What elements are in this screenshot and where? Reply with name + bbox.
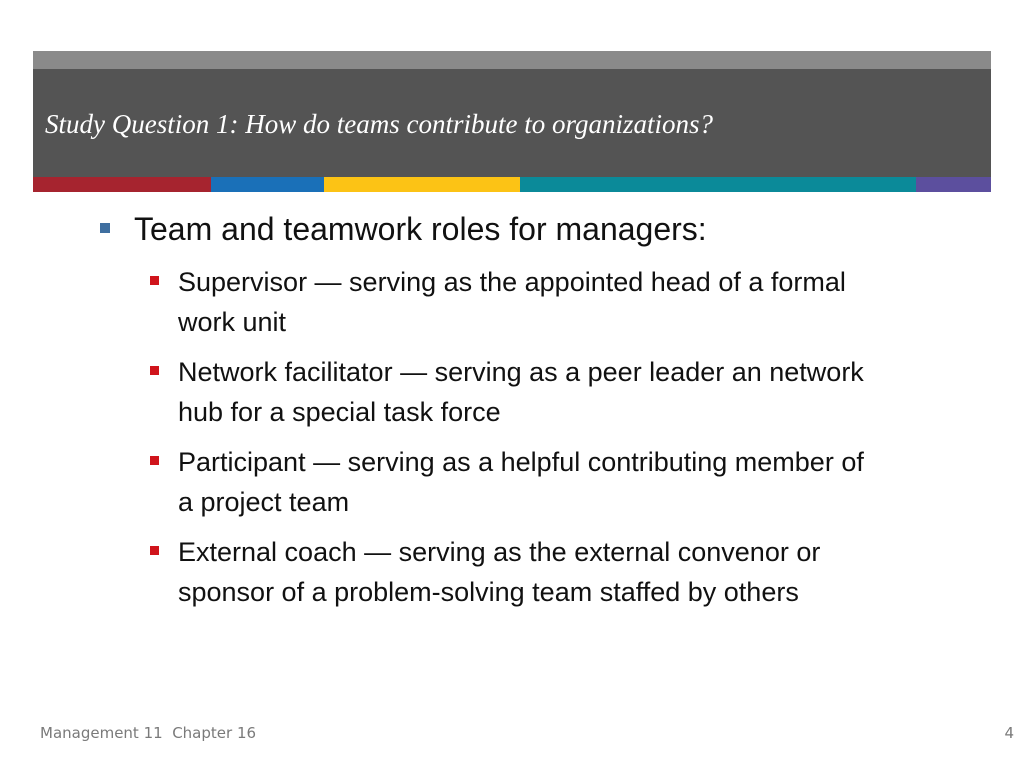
page-number: 4 xyxy=(1004,724,1014,742)
main-bullet-text: Team and teamwork roles for managers: xyxy=(134,211,707,247)
footer-course-label: Management 11 Chapter 16 xyxy=(40,724,257,742)
stripe-segment-blue xyxy=(211,177,324,192)
sub-bullet-list xyxy=(98,262,978,612)
red-square-bullet-icon xyxy=(150,276,159,285)
stripe-segment-purple xyxy=(916,177,991,192)
color-stripe xyxy=(33,177,991,192)
sub-bullet-text: Supervisor — serving as the appointed head of a formal work unit xyxy=(178,267,846,337)
sub-bullet-text: External coach — serving as the external convenor or sponsor of a problem-solving team staffed by others xyxy=(178,537,821,607)
red-square-bullet-icon xyxy=(150,366,159,375)
stripe-segment-red xyxy=(33,177,211,192)
square-bullet-icon xyxy=(100,223,110,233)
slide-title: Study Question 1: How do teams contribute to organizations? xyxy=(45,109,713,139)
sub-bullet-item xyxy=(148,532,878,612)
slide-body xyxy=(98,206,978,622)
title-banner-top-strip xyxy=(33,51,991,69)
main-bullet-point xyxy=(98,206,978,252)
stripe-segment-teal xyxy=(520,177,916,192)
sub-bullet-item xyxy=(148,262,878,342)
sub-bullet-text: Participant — serving as a helpful contributing member of a project team xyxy=(178,447,864,517)
stripe-segment-yellow xyxy=(324,177,520,192)
sub-bullet-item xyxy=(148,442,878,522)
red-square-bullet-icon xyxy=(150,546,159,555)
sub-bullet-item xyxy=(148,352,878,432)
red-square-bullet-icon xyxy=(150,456,159,465)
title-banner xyxy=(33,51,991,177)
sub-bullet-text: Network facilitator — serving as a peer leader an network hub for a special task force xyxy=(178,357,864,427)
